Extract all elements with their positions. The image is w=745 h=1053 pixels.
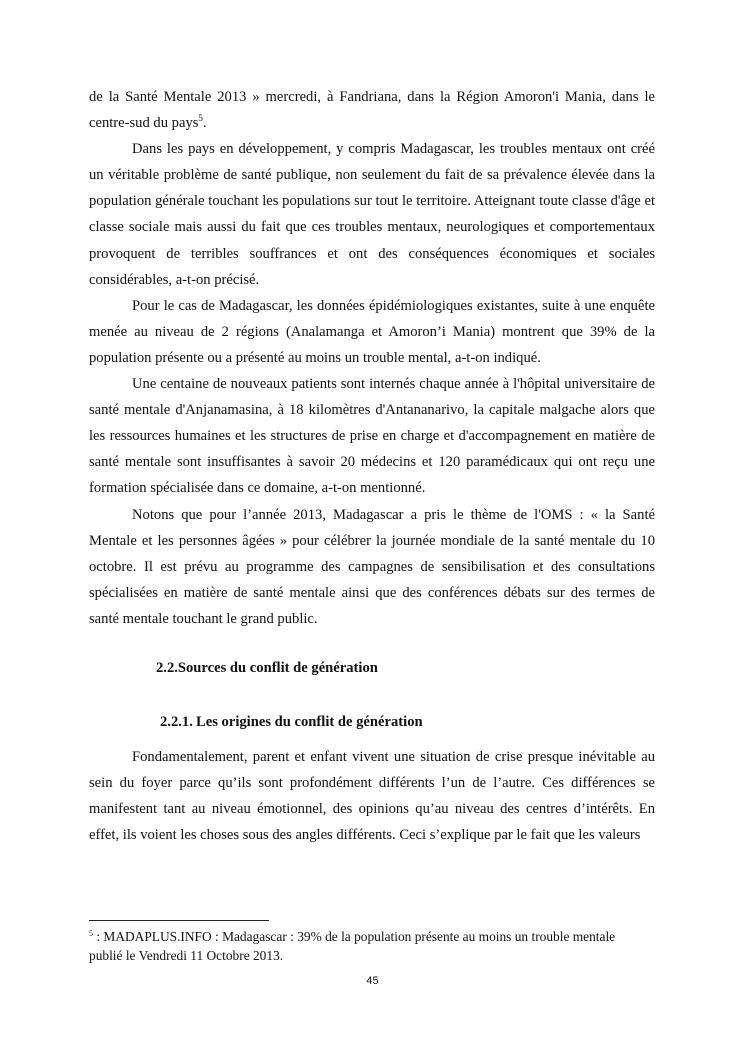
subsection-title: Les origines du conflit de génération [196,714,423,730]
paragraph-generation-conflict: Fondamentalement, parent et enfant vivent une situation de crise presque inévitable au sein du foyer parce qu’ils sont profondément différents l’un de l’autre. Ces différences se manifestent tant au niveau émotionnel, des opinions qu’au niveau des centres d’intérêts. En effet, ils voient les choses sous des angles différents. Ceci s’explique par le fait que les valeurs [89,749,655,844]
subsection-heading [160,714,423,731]
footnote-separator [89,920,269,921]
body-text-block [89,84,655,632]
paragraph-who-theme: Notons que pour l’année 2013, Madagascar a pris le thème de l'OMS : « la Santé Mentale et les personnes âgées » pour célébrer la journée mondiale de la santé mentale du 10 octobre. Il est prévu au programme des campagnes de sensibilisation et des consultations spécialisées en matière de santé mentale ainsi que des conférences débats sur des termes de santé mentale touchant le grand public. [89,506,655,627]
footnote-reference[interactable]: 5 [198,113,203,124]
subsection-number: 2.2.1. [160,714,193,730]
paragraph-madagascar-data: Pour le cas de Madagascar, les données épidémiologiques existantes, suite à une enquête menée au niveau de 2 régions (Analamanga et Amoron’i Mania) montrent que 39% de la population présente ou a présenté au moins un trouble mental, a-t-on indiqué. [89,297,655,366]
body-text-block-2 [89,744,655,848]
paragraph-developing-countries: Dans les pays en développement, y compris Madagascar, les troubles mentaux ont créé un véritable problème de santé publique, non seulement du fait de sa prévalence élevée dans la population générale touchant les populations sur tout le territoire. Atteignant toute classe d'âge et classe sociale mais aussi du fait que ces troubles mentaux, neurologiques et comportementaux provoquent de terribles souffrances et ont des conséquences économiques et sociales considérables, a-t-on précisé. [89,141,655,288]
paragraph-continuation [89,84,655,136]
paragraph-hospital: Une centaine de nouveaux patients sont internés chaque année à l'hôpital universitaire de santé mentale d'Anjanamasina, à 18 kilomètres d'Antananarivo, la capitale malgache alors que les ressources humaines et les structures de prise en charge et d'accompagnement en matière de santé mentale sont insuffisantes à savoir 20 médecins et 120 paramédicaux qui ont reçu une formation spécialisée dans ce domaine, a-t-on mentionné. [89,376,655,497]
paragraph-end-punctuation: . [202,115,207,132]
footnote-text: : MADAPLUS.INFO : Madagascar : 39% de la population présente au moins un trouble mentale publié le Vendredi 11 Octobre 2013. [89,929,616,963]
footnote-marker: 5 [89,929,93,938]
section-heading: 2.2.Sources du conflit de génération [156,660,378,676]
page-number: 45 [366,975,379,987]
paragraph-text: de la Santé Mentale 2013 » mercredi, à Fandriana, dans la Région Amoron'i Mania, dans le centre-sud du pays [89,89,655,132]
footnote [89,928,649,965]
